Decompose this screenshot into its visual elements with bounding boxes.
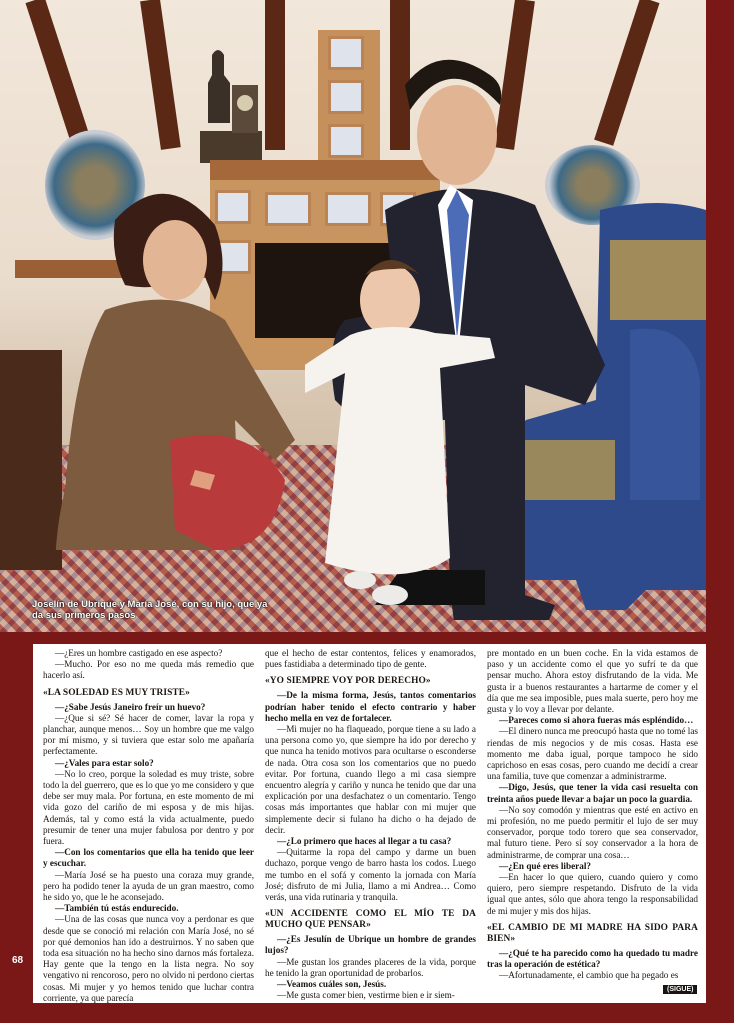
paragraph: —No lo creo, porque la soledad es muy triste, sobre todo la del guerrero, que es lo que yo me considero y que debe ser muy mala. Por fortuna, en este momento de mi vida gozo del cariño de mi esposa y de mis hijas. Además, tal y como está la vida actualmente, puedo presumir de tener una mujer fabulosa por dentro y por fuera. (43, 768, 254, 847)
article-column-1 (43, 648, 254, 1003)
article-body (33, 644, 706, 1003)
paragraph: pre montado en un buen coche. En la vida estamos de paso y un accidente como el que yo sufrí te da que pensar mucho. Ahora estoy disfrutando de la vida. Me gusta ir a buenos restaurantes a hartarme de comer y el día que me sea imposible, pues mala suerte, pero hoy me gusta y lo voy a llevar por delante. (487, 648, 698, 715)
page-frame-right (706, 0, 734, 1023)
page-frame-divider (0, 632, 734, 644)
interview-question: —¿Qué te ha parecido como ha quedado tu madre tras la operación de estética? (487, 947, 698, 970)
photo-caption: Joselín de Ubrique y María José, con su hijo, que ya da sus primeros pasos (32, 599, 268, 621)
continued-badge: (SIGUE) (663, 985, 697, 994)
interview-question: —¿Lo primero que haces al llegar a tu casa? (277, 836, 452, 847)
paragraph: —No soy comodón y mientras que esté en activo en mi profesión, no me puedo permitir el lujo de ser muy conservador, porque todo torero que sea conservador, mal futuro tiene. Pero sí soy conservador a la hora de administrarme, de comprar una cosa… (487, 804, 698, 860)
interview-question: —Pareces como si ahora fueras más espléndido… (499, 715, 694, 726)
section-heading: «YO SIEMPRE VOY POR DERECHO» (265, 676, 431, 687)
paragraph: —Quitarme la ropa del campo y darme un buen duchazo, porque vengo de barro hasta los codos. Luego me tumbo en el sofá y comento la jornada con María José; disfruto de mi Julia, llamo a mi Andrea… Como verás, una vida rutinaria y tranquila. (265, 847, 476, 903)
paragraph: —En hacer lo que quiero, cuando quiero y como quiero, pero siempre respetando. Disfruto de la vida igual que antes, sólo que ahora tengo la responsabilidad de mi mujer y mis dos hijas. (487, 872, 698, 916)
interview-question: —También tú estás endurecido. (55, 903, 179, 914)
paragraph: —Mucho. Por eso no me queda más remedio que hacerlo así. (43, 659, 254, 681)
interview-question: —Con los comentarios que ella ha tenido que leer y escuchar. (43, 847, 254, 869)
ceiling-beam (25, 0, 90, 146)
paragraph: —Me gustan los grandes placeres de la vida, porque he tenido la gran oportunidad de probarlos. (265, 956, 476, 978)
interview-question: —¿En qué eres liberal? (499, 860, 591, 871)
interview-question: —¿Vales para estar solo? (55, 757, 154, 768)
paragraph: —Afortunadamente, el cambio que ha pegado es (499, 970, 679, 981)
interview-question: —Veamos cuáles son, Jesús. (277, 979, 387, 990)
section-heading: «LA SOLEDAD ES MUY TRISTE» (43, 687, 190, 698)
section-heading: «UN ACCIDENTE COMO EL MÍO TE DA MUCHO QUE PENSAR» (265, 909, 476, 931)
paragraph: —Me gusta comer bien, vestirme bien e ir siem- (277, 990, 455, 1001)
paragraph: —¿Eres un hombre castigado en ese aspecto? (55, 648, 223, 658)
baby-in-white (305, 255, 495, 610)
paragraph: —Mi mujer no ha flaqueado, porque tiene a su lado a una persona como yo, que siempre ha ido por derecho y que nunca ha tenido motivos para ocultarse o esconderse de nada. Otra cosa son los comentarios que no puedo evitar. Por fortuna, cuando llego a mi casa siempre encuentro alegría y cariño y nunca he tenido que dar una explicación por una desfachatez o un comentario. Tengo cosas más importantes que hablar con mi mujer que simplemente decir si fulano ha dicho o ha dejado de decir. (265, 724, 476, 835)
paragraph: —¿Que si sé? Sé hacer de comer, lavar la ropa y planchar, aunque menos… Soy un hombre que me valgo por mí mismo, y si tuviera que estar solo me apañaría perfectamente. (43, 712, 254, 757)
paragraph: —Una de las cosas que nunca voy a perdonar es que desde que se conoció mi relación con María José, no sé por qué demonios han ido a destruirnos. Y no saben que toda esa situación no ha hecho sino darnos más fortaleza. Hay gente que la tengo en la lista negra. No soy vengativo ni rencoroso, pero no olvido ni perdono ciertas cosas. Mi mujer y yo hemos tenido que luchar contra corriente, ya que parecía (43, 914, 254, 1003)
page-number: 68 (12, 955, 24, 966)
interview-question: —¿Es Jesulín de Ubrique un hombre de grandes lujos? (265, 934, 476, 956)
page-frame-bottom (0, 1003, 734, 1023)
ceiling-beam (140, 0, 181, 150)
interview-question: —Digo, Jesús, que tener la vida casi resuelta con treinta años puede llevar a bajar un poco la guardia. (487, 782, 698, 804)
paragraph: —María José se ha puesto una coraza muy grande, pero ha podido tener la ayuda de un gran maestro, como he sido yo, que le he aconsejado. (43, 869, 254, 903)
interview-question: —De la misma forma, Jesús, tantos comentarios podrían haber tenido el efecto contrario y haber hecho mella en vez de fortalecer. (265, 690, 476, 723)
section-heading: «EL CAMBIO DE MI MADRE HA SIDO PARA BIEN» (487, 922, 698, 944)
article-column-2 (265, 648, 476, 1003)
paragraph: que el hecho de estar contentos, felices y enamorados, pues fastidiaba a determinado tipo de gente. (265, 648, 476, 670)
woman-in-tweed (45, 130, 295, 550)
interview-question: —¿Sabe Jesús Janeiro freír un huevo? (55, 701, 206, 712)
paragraph: —El dinero nunca me preocupó hasta que no tomé las riendas de mis negocios y de mis cosas. Hasta ese momento me daba igual, porque tampoco he sido caprichoso en esas cosas, pero cuando me decidí a crear una familia, tuve que comenzar a administrarme. (487, 726, 698, 782)
article-column-3 (487, 648, 698, 1003)
